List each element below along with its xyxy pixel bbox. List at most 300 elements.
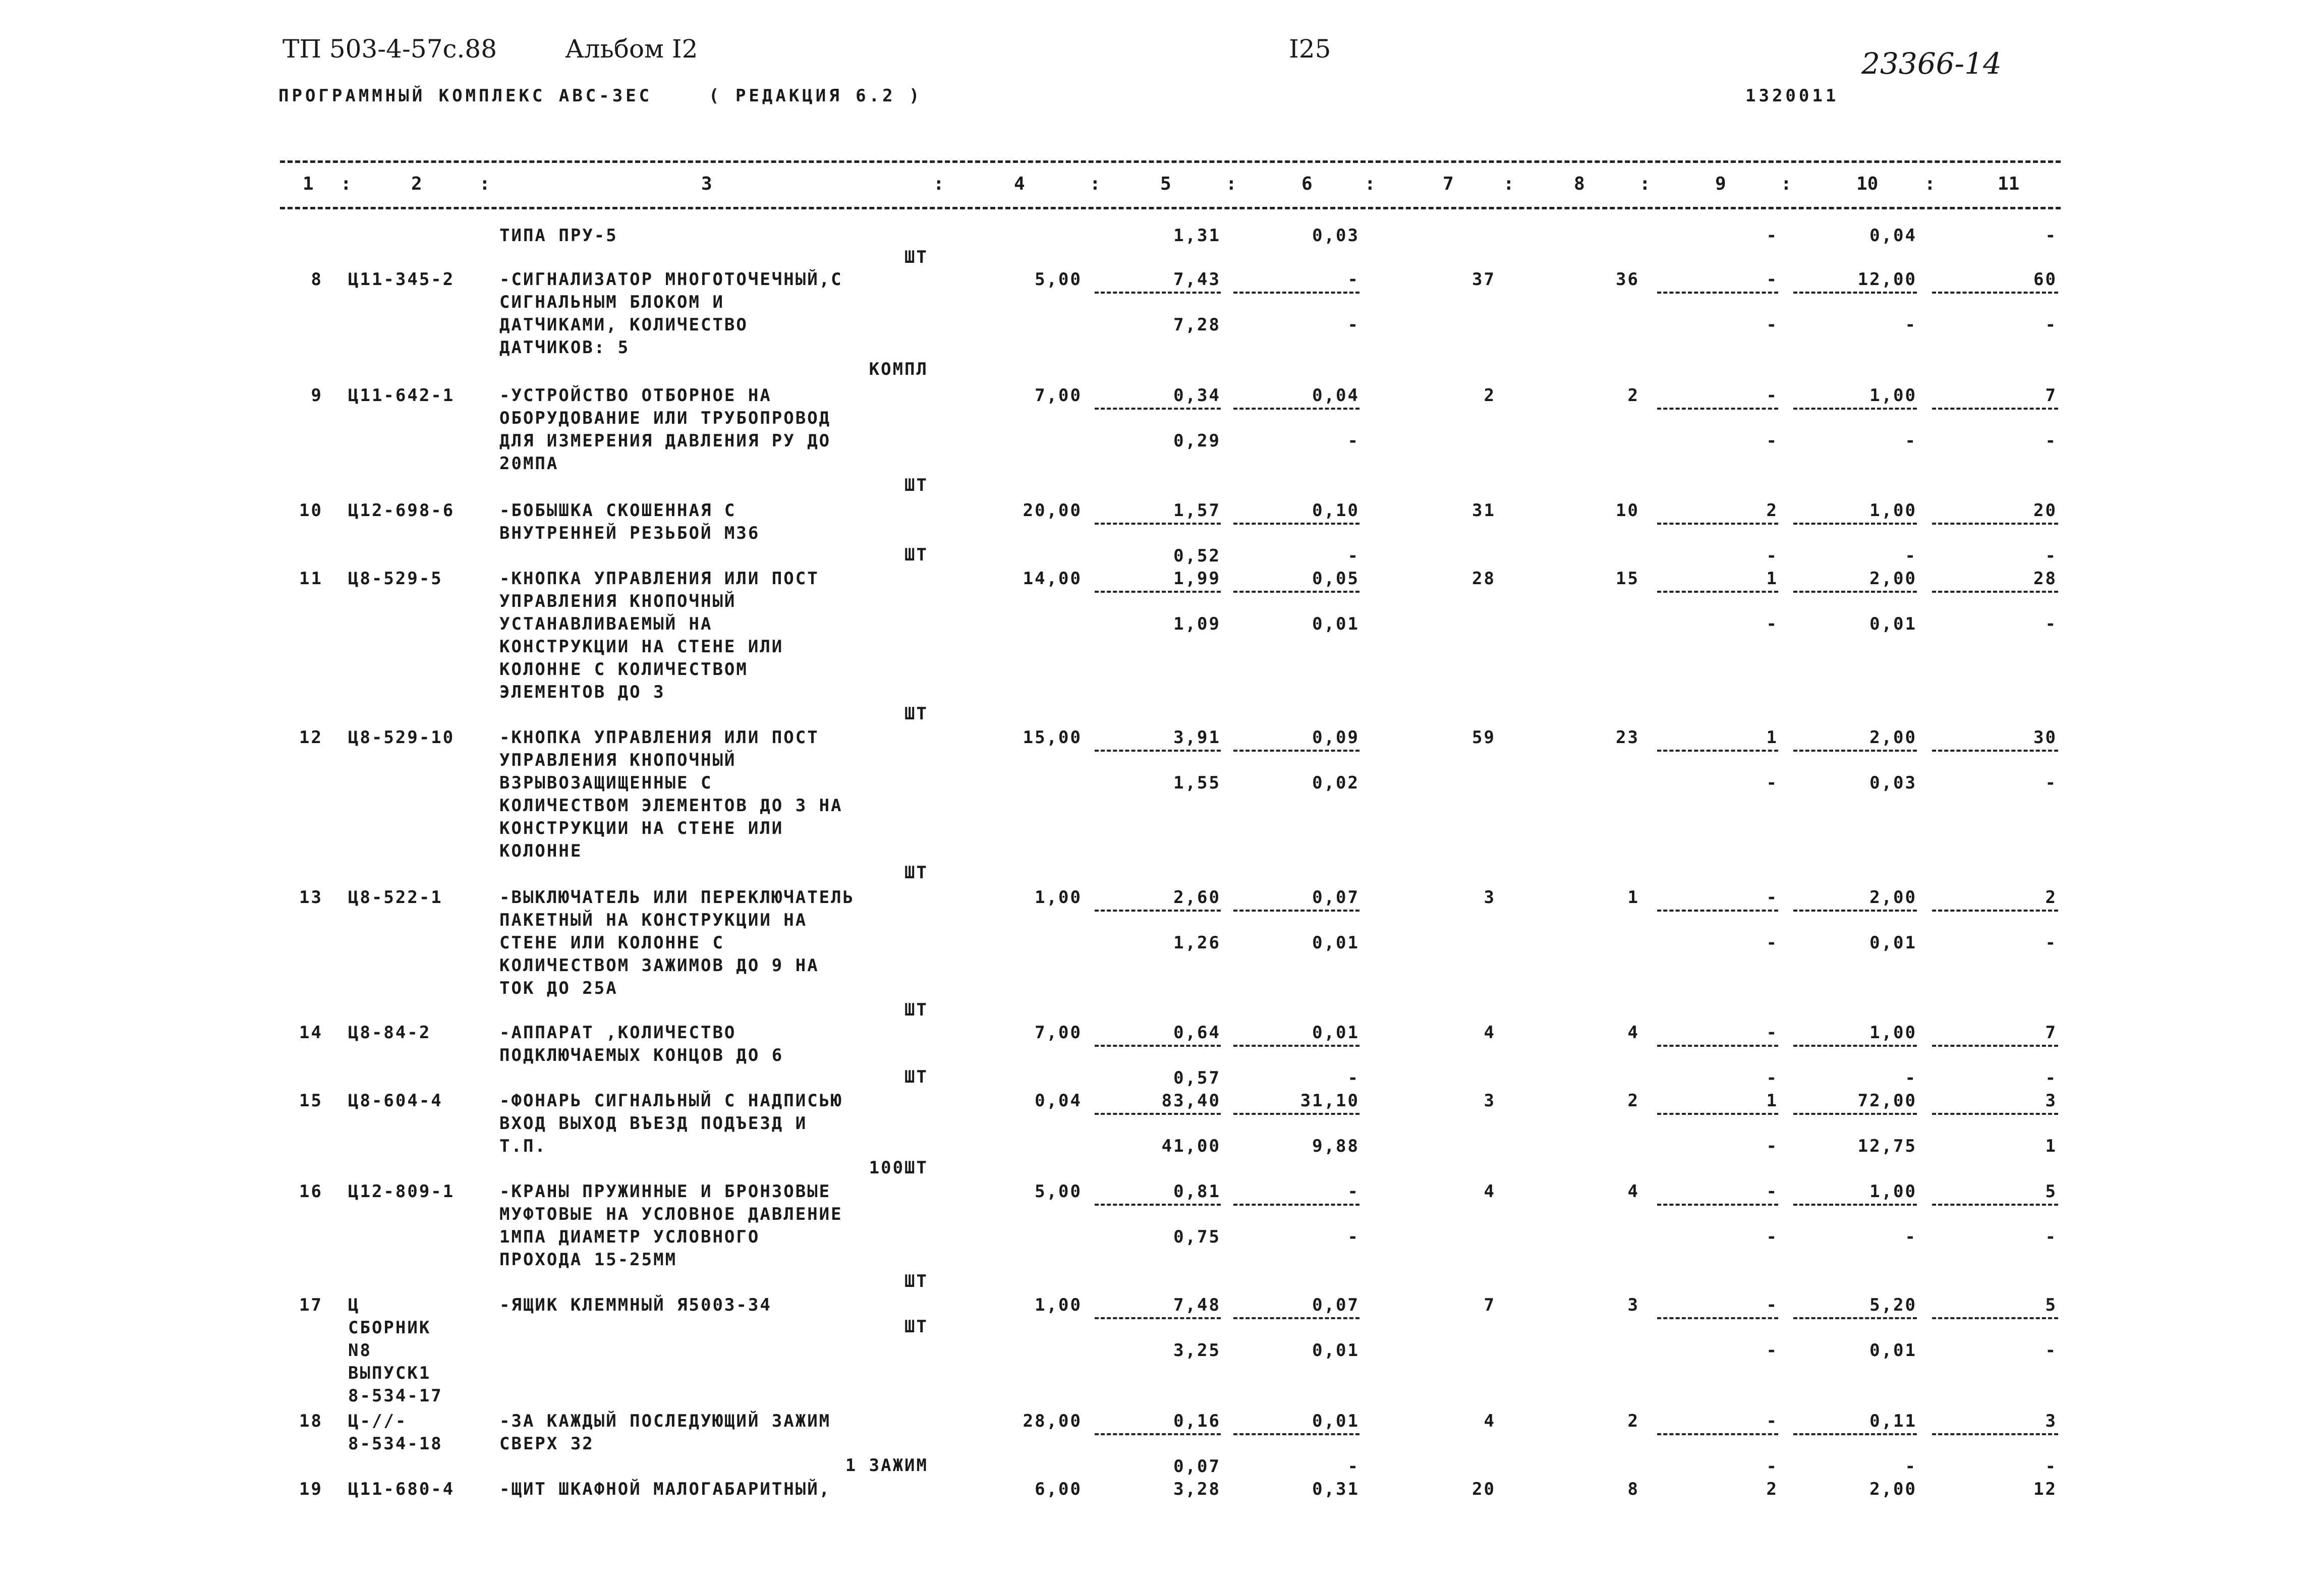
col-8-value: 2 <box>1627 1091 1639 1111</box>
cost-total: 1,31 <box>1173 225 1221 246</box>
column-separator <box>1095 523 1221 525</box>
column-separator <box>1932 591 2058 593</box>
col-8-value: 3 <box>1627 1295 1639 1315</box>
cost-machines-wages: - <box>1347 431 1359 451</box>
column-header-5: 5 <box>1160 174 1171 194</box>
work-description: -АППАРАТ ,КОЛИЧЕСТВО <box>499 1023 736 1043</box>
column-divider: : <box>1365 174 1376 194</box>
col-11-value: 7 <box>2045 1023 2057 1043</box>
col-11-value: 20 <box>2033 500 2057 521</box>
work-description: ПАКЕТНЫЙ НА КОНСТРУКЦИИ НА <box>499 910 808 930</box>
col-11-value: 3 <box>2045 1411 2057 1431</box>
col-9-value: 2 <box>1766 1479 1778 1499</box>
quantity: 20,00 <box>1023 500 1082 521</box>
column-separator <box>1233 408 1359 410</box>
unit-of-measure: ШТ <box>904 1000 928 1020</box>
row-number: 17 <box>299 1295 323 1315</box>
col-8-value: 4 <box>1627 1181 1639 1202</box>
col-11-sub-value: - <box>2045 1340 2057 1361</box>
col-10-value: 2,00 <box>1869 887 1917 908</box>
unit-of-measure: ШТ <box>904 247 928 267</box>
col-11-value: 7 <box>2045 385 2057 406</box>
unit-of-measure: ШТ <box>904 545 928 565</box>
col-9-sub-value: - <box>1766 431 1778 451</box>
col-7-value: 31 <box>1472 500 1496 521</box>
column-separator <box>1793 1204 1917 1206</box>
col-7-value: 59 <box>1472 727 1496 748</box>
column-separator <box>1095 1317 1221 1319</box>
quantity: 0,04 <box>1035 1091 1082 1111</box>
cost-machines-wages: 9,88 <box>1312 1136 1359 1156</box>
col-11-sub-value: - <box>2045 546 2057 566</box>
work-description: ВЗРЫВОЗАЩИЩЕННЫЕ С <box>499 773 713 793</box>
column-separator <box>1233 1317 1359 1319</box>
cost-total: 0,34 <box>1173 385 1221 406</box>
col-10-sub-value: 0,03 <box>1869 773 1917 793</box>
cost-total-wages: 1,55 <box>1173 773 1221 793</box>
col-10-value: 2,00 <box>1869 569 1917 589</box>
col-9-sub-value: - <box>1766 546 1778 566</box>
work-description: ПОДКЛЮЧАЕМЫХ КОНЦОВ ДО 6 <box>499 1045 784 1065</box>
column-separator <box>1657 910 1778 912</box>
col-11-sub-value: - <box>2045 614 2057 634</box>
norm-code: Ц12-809-1 <box>348 1181 455 1202</box>
work-description: ДАТЧИКОВ: 5 <box>499 337 630 358</box>
cost-total-wages: 41,00 <box>1161 1136 1221 1156</box>
column-separator <box>1793 408 1917 410</box>
column-separator <box>1233 910 1359 912</box>
col-11-value: 60 <box>2033 269 2057 290</box>
cost-machines: 0,31 <box>1312 1479 1359 1499</box>
column-separator <box>1932 910 2058 912</box>
col-7-value: 4 <box>1484 1411 1496 1431</box>
cost-machines-wages: 0,01 <box>1312 1340 1359 1361</box>
column-separator <box>1657 750 1778 752</box>
column-separator <box>1233 591 1359 593</box>
col-8-value: 4 <box>1627 1023 1639 1043</box>
quantity: 1,00 <box>1035 887 1082 908</box>
cost-machines-wages: - <box>1347 1456 1359 1477</box>
col-9-sub-value: - <box>1766 773 1778 793</box>
col-9-sub-value: - <box>1766 933 1778 953</box>
cost-total-wages: 1,26 <box>1173 933 1221 953</box>
cost-machines: 0,04 <box>1312 385 1359 406</box>
col-10-value: 1,00 <box>1869 1023 1917 1043</box>
cost-total-wages: 0,07 <box>1173 1456 1221 1477</box>
col-9-sub-value: - <box>1766 1136 1778 1156</box>
norm-code: 8-534-18 <box>348 1434 443 1454</box>
work-description: -УСТРОЙСТВО ОТБОРНОЕ НА <box>499 385 772 406</box>
work-description: -ВЫКЛЮЧАТЕЛЬ ИЛИ ПЕРЕКЛЮЧАТЕЛЬ <box>499 887 855 908</box>
work-description: УСТАНАВЛИВАЕМЫЙ НА <box>499 614 713 634</box>
cost-machines: 0,05 <box>1312 569 1359 589</box>
col-10-sub-value: 0,01 <box>1869 933 1917 953</box>
column-separator <box>1932 1113 2058 1115</box>
norm-code: Ц11-345-2 <box>348 269 455 290</box>
cost-machines-wages: 0,01 <box>1312 933 1359 953</box>
cost-total-wages: 0,75 <box>1173 1227 1221 1247</box>
col-7-value: 4 <box>1484 1181 1496 1202</box>
work-description: КОНСТРУКЦИИ НА СТЕНЕ ИЛИ <box>499 818 784 838</box>
work-description: -КРАНЫ ПРУЖИННЫЕ И БРОНЗОВЫЕ <box>499 1181 831 1202</box>
col-7-value: 3 <box>1484 1091 1496 1111</box>
col-10-sub-value: - <box>1905 546 1917 566</box>
cost-machines-wages: - <box>1347 546 1359 566</box>
column-header-8: 8 <box>1574 174 1585 194</box>
column-separator <box>1657 1433 1778 1435</box>
col-9-value: 1 <box>1766 1091 1778 1111</box>
col-8-value: 15 <box>1616 569 1639 589</box>
column-header-11: 11 <box>1998 174 2020 194</box>
norm-code: СБОРНИК <box>348 1318 431 1338</box>
col-9-value: 1 <box>1766 569 1778 589</box>
column-divider: : <box>1781 174 1792 194</box>
col-9-sub-value: - <box>1766 1340 1778 1361</box>
cost-machines-wages: 0,02 <box>1312 773 1359 793</box>
col-11-value: 12 <box>2033 1479 2057 1499</box>
work-description: ДЛЯ ИЗМЕРЕНИЯ ДАВЛЕНИЯ РУ ДО <box>499 431 831 451</box>
column-separator <box>1095 408 1221 410</box>
unit-of-measure: ШТ <box>904 1317 928 1337</box>
doc-number: 1320011 <box>1745 86 1839 106</box>
unit-of-measure: 1 ЗАЖИМ <box>845 1455 928 1476</box>
work-description: ДАТЧИКАМИ, КОЛИЧЕСТВО <box>499 315 748 335</box>
work-description: КОЛОННЕ <box>499 841 583 861</box>
norm-code: 8-534-17 <box>348 1386 443 1406</box>
column-separator <box>1095 910 1221 912</box>
norm-code: Ц8-84-2 <box>348 1023 431 1043</box>
column-separator <box>1095 1433 1221 1435</box>
col-7-value: 28 <box>1472 569 1496 589</box>
column-divider: : <box>1226 174 1237 194</box>
column-divider: : <box>1503 174 1514 194</box>
column-separator <box>1233 1433 1359 1435</box>
col-7-value: 4 <box>1484 1023 1496 1043</box>
col-11-value: 2 <box>2045 887 2057 908</box>
col-9-value: - <box>1766 887 1778 908</box>
unit-of-measure: ШТ <box>904 475 928 495</box>
column-separator <box>1233 750 1359 752</box>
cost-machines-wages: - <box>1347 315 1359 335</box>
norm-code: Ц <box>348 1295 360 1315</box>
quantity: 5,00 <box>1035 269 1082 290</box>
column-separator <box>1657 591 1778 593</box>
cost-total: 1,99 <box>1173 569 1221 589</box>
quantity: 5,00 <box>1035 1181 1082 1202</box>
cost-total: 7,48 <box>1173 1295 1221 1315</box>
norm-code: Ц8-529-10 <box>348 727 455 748</box>
column-divider: : <box>1090 174 1101 194</box>
cost-total-wages: 0,52 <box>1173 546 1221 566</box>
col-11-sub-value: - <box>2045 315 2057 335</box>
norm-code: Ц-//- <box>348 1411 408 1431</box>
quantity: 6,00 <box>1035 1479 1082 1499</box>
col-10-value: 1,00 <box>1869 385 1917 406</box>
col-8-value: 8 <box>1627 1479 1639 1499</box>
handwritten-note: 23366-14 <box>1861 46 2002 81</box>
norm-code: Ц12-698-6 <box>348 500 455 521</box>
unit-of-measure: ШТ <box>904 863 928 883</box>
cost-total: 1,57 <box>1173 500 1221 521</box>
col-10-value: 2,00 <box>1869 1479 1917 1499</box>
unit-of-measure: КОМПЛ <box>869 359 928 379</box>
row-number: 16 <box>299 1181 323 1202</box>
column-divider: : <box>933 174 944 194</box>
col-11-sub-value: - <box>2045 431 2057 451</box>
page-number: I25 <box>1289 34 1331 64</box>
program-title: ПРОГРАММНЫЙ КОМПЛЕКС АВС-ЗЕС <box>278 86 653 106</box>
header-top-rule <box>280 160 2061 163</box>
norm-code: Ц8-604-4 <box>348 1091 443 1111</box>
col-9-value: - <box>1766 225 1778 246</box>
col-8-value: 36 <box>1616 269 1639 290</box>
col-9-sub-value: - <box>1766 1068 1778 1088</box>
col-10-value: 1,00 <box>1869 500 1917 521</box>
row-number: 14 <box>299 1023 323 1043</box>
row-number: 13 <box>299 887 323 908</box>
cost-machines: - <box>1347 269 1359 290</box>
unit-of-measure: ШТ <box>904 704 928 724</box>
col-10-value: 0,11 <box>1869 1411 1917 1431</box>
col-11-value: - <box>2045 225 2057 246</box>
row-number: 15 <box>299 1091 323 1111</box>
col-10-sub-value: 0,01 <box>1869 614 1917 634</box>
norm-code: N8 <box>348 1340 372 1361</box>
cost-machines-wages: - <box>1347 1068 1359 1088</box>
cost-machines: 31,10 <box>1300 1091 1359 1111</box>
row-number: 9 <box>311 385 323 406</box>
col-8-value: 1 <box>1627 887 1639 908</box>
work-description: ВНУТРЕННЕЙ РЕЗЬБОЙ М36 <box>499 523 760 543</box>
column-separator <box>1932 1317 2058 1319</box>
work-description: 20МПА <box>499 454 559 474</box>
column-separator <box>1233 523 1359 525</box>
column-separator <box>1932 1045 2058 1047</box>
work-description: КОЛОННЕ С КОЛИЧЕСТВОМ <box>499 659 748 680</box>
col-11-sub-value: 1 <box>2045 1136 2057 1156</box>
col-11-sub-value: - <box>2045 1068 2057 1088</box>
column-separator <box>1793 1317 1917 1319</box>
work-description: МУФТОВЫЕ НА УСЛОВНОЕ ДАВЛЕНИЕ <box>499 1204 843 1224</box>
norm-code: Ц8-529-5 <box>348 569 443 589</box>
cost-machines: 0,09 <box>1312 727 1359 748</box>
col-10-sub-value: - <box>1905 315 1917 335</box>
column-separator <box>1932 523 2058 525</box>
column-separator <box>1095 1045 1221 1047</box>
column-separator <box>1932 750 2058 752</box>
col-10-value: 5,20 <box>1869 1295 1917 1315</box>
work-description: -ФОНАРЬ СИГНАЛЬНЫЙ С НАДПИСЬЮ <box>499 1091 843 1111</box>
column-separator <box>1233 292 1359 294</box>
doc-code: ТП 503-4-57с.88 <box>282 34 497 64</box>
column-separator <box>1932 1433 2058 1435</box>
column-separator <box>1657 408 1778 410</box>
col-10-value: 1,00 <box>1869 1181 1917 1202</box>
work-description: КОЛИЧЕСТВОМ ЭЛЕМЕНТОВ ДО 3 НА <box>499 796 843 816</box>
col-8-value: 2 <box>1627 1411 1639 1431</box>
col-9-value: - <box>1766 385 1778 406</box>
col-11-sub-value: - <box>2045 933 2057 953</box>
col-10-sub-value: - <box>1905 1227 1917 1247</box>
cost-total: 0,81 <box>1173 1181 1221 1202</box>
cost-total: 7,43 <box>1173 269 1221 290</box>
col-9-value: - <box>1766 1023 1778 1043</box>
col-11-value: 5 <box>2045 1181 2057 1202</box>
col-10-value: 72,00 <box>1857 1091 1917 1111</box>
cost-machines: - <box>1347 1181 1359 1202</box>
unit-of-measure: ШТ <box>904 1271 928 1291</box>
column-divider: : <box>341 174 352 194</box>
column-divider: : <box>1639 174 1651 194</box>
norm-code: Ц11-642-1 <box>348 385 455 406</box>
work-description: УПРАВЛЕНИЯ КНОПОЧНЫЙ <box>499 750 736 770</box>
column-separator <box>1793 292 1917 294</box>
row-number: 12 <box>299 727 323 748</box>
col-9-value: 2 <box>1766 500 1778 521</box>
column-divider: : <box>1924 174 1936 194</box>
work-description: КОЛИЧЕСТВОМ ЗАЖИМОВ ДО 9 НА <box>499 955 819 976</box>
header-bottom-rule <box>280 207 2061 209</box>
column-header-6: 6 <box>1301 174 1313 194</box>
quantity: 28,00 <box>1023 1411 1082 1431</box>
col-9-sub-value: - <box>1766 614 1778 634</box>
cost-total-wages: 0,57 <box>1173 1068 1221 1088</box>
cost-total-wages: 3,25 <box>1173 1340 1221 1361</box>
cost-total: 0,16 <box>1173 1411 1221 1431</box>
work-description: СВЕРХ 32 <box>499 1434 594 1454</box>
column-separator <box>1793 1113 1917 1115</box>
work-description: Т.П. <box>499 1136 547 1156</box>
unit-of-measure: ШТ <box>904 1067 928 1087</box>
col-11-value: 30 <box>2033 727 2057 748</box>
work-description: -ЗА КАЖДЫЙ ПОСЛЕДУЮЩИЙ ЗАЖИМ <box>499 1411 831 1431</box>
cost-total: 2,60 <box>1173 887 1221 908</box>
work-description: -ЩИТ ШКАФНОЙ МАЛОГАБАРИТНЫЙ, <box>499 1479 831 1499</box>
column-header-9: 9 <box>1715 174 1726 194</box>
column-separator <box>1793 1433 1917 1435</box>
quantity: 14,00 <box>1023 569 1082 589</box>
col-8-value: 2 <box>1627 385 1639 406</box>
quantity: 15,00 <box>1023 727 1082 748</box>
cost-total-wages: 0,29 <box>1173 431 1221 451</box>
column-separator <box>1233 1113 1359 1115</box>
column-separator <box>1932 292 2058 294</box>
work-description: ОБОРУДОВАНИЕ ИЛИ ТРУБОПРОВОД <box>499 408 831 428</box>
column-separator <box>1793 910 1917 912</box>
column-header-4: 4 <box>1014 174 1025 194</box>
cost-machines: 0,03 <box>1312 225 1359 246</box>
cost-total: 0,64 <box>1173 1023 1221 1043</box>
col-10-sub-value: 12,75 <box>1857 1136 1917 1156</box>
cost-machines: 0,01 <box>1312 1023 1359 1043</box>
col-9-value: - <box>1766 1181 1778 1202</box>
col-10-sub-value: - <box>1905 431 1917 451</box>
col-10-sub-value: - <box>1905 1456 1917 1477</box>
row-number: 10 <box>299 500 323 521</box>
unit-of-measure: 100ШТ <box>869 1158 928 1178</box>
col-9-sub-value: - <box>1766 1456 1778 1477</box>
column-header-7: 7 <box>1443 174 1454 194</box>
column-separator <box>1095 591 1221 593</box>
col-9-value: - <box>1766 1411 1778 1431</box>
column-separator <box>1095 750 1221 752</box>
work-description: -БОБЫШКА СКОШЕННАЯ С <box>499 500 736 521</box>
col-9-value: - <box>1766 269 1778 290</box>
work-description: -КНОПКА УПРАВЛЕНИЯ ИЛИ ПОСТ <box>499 569 819 589</box>
row-number: 18 <box>299 1411 323 1431</box>
col-11-value: 3 <box>2045 1091 2057 1111</box>
cost-total: 3,91 <box>1173 727 1221 748</box>
norm-code: Ц11-680-4 <box>348 1479 455 1499</box>
row-number: 19 <box>299 1479 323 1499</box>
column-separator <box>1657 1045 1778 1047</box>
edition-label: ( РЕДАКЦИЯ 6.2 ) <box>709 86 923 106</box>
col-8-value: 10 <box>1616 500 1639 521</box>
row-number: 8 <box>311 269 323 290</box>
column-separator <box>1095 292 1221 294</box>
work-description: 1МПА ДИАМЕТР УСЛОВНОГО <box>499 1227 760 1247</box>
column-separator <box>1095 1204 1221 1206</box>
cost-machines-wages: 0,01 <box>1312 614 1359 634</box>
col-11-value: 5 <box>2045 1295 2057 1315</box>
col-9-value: 1 <box>1766 727 1778 748</box>
cost-total: 3,28 <box>1173 1479 1221 1499</box>
row-number: 11 <box>299 569 323 589</box>
column-header-10: 10 <box>1856 174 1879 194</box>
work-description: -СИГНАЛИЗАТОР МНОГОТОЧЕЧНЫЙ,С <box>499 269 843 290</box>
column-separator <box>1793 1045 1917 1047</box>
work-description: -КНОПКА УПРАВЛЕНИЯ ИЛИ ПОСТ <box>499 727 819 748</box>
work-description: ВХОД ВЫХОД ВЪЕЗД ПОДЪЕЗД И <box>499 1113 808 1134</box>
cost-total-wages: 7,28 <box>1173 315 1221 335</box>
col-11-sub-value: - <box>2045 1227 2057 1247</box>
col-10-sub-value: 0,01 <box>1869 1340 1917 1361</box>
norm-code: Ц8-522-1 <box>348 887 443 908</box>
column-separator <box>1657 292 1778 294</box>
work-description: -ЯЩИК КЛЕММНЫЙ Я5003-34 <box>499 1295 772 1315</box>
work-description: СТЕНЕ ИЛИ КОЛОННЕ С <box>499 933 724 953</box>
quantity: 1,00 <box>1035 1295 1082 1315</box>
col-8-value: 23 <box>1616 727 1639 748</box>
column-separator <box>1793 750 1917 752</box>
column-separator <box>1657 523 1778 525</box>
col-10-value: 12,00 <box>1857 269 1917 290</box>
column-separator <box>1932 1204 2058 1206</box>
col-7-value: 7 <box>1484 1295 1496 1315</box>
column-divider: : <box>479 174 490 194</box>
column-separator <box>1793 523 1917 525</box>
column-separator <box>1657 1204 1778 1206</box>
col-7-value: 2 <box>1484 385 1496 406</box>
col-11-value: 28 <box>2033 569 2057 589</box>
work-description: УПРАВЛЕНИЯ КНОПОЧНЫЙ <box>499 591 736 611</box>
column-separator <box>1793 591 1917 593</box>
column-separator <box>1657 1317 1778 1319</box>
column-separator <box>1233 1204 1359 1206</box>
album-label: Альбом I2 <box>565 34 698 64</box>
quantity: 7,00 <box>1035 1023 1082 1043</box>
column-separator <box>1095 1113 1221 1115</box>
work-description: ТОК ДО 25А <box>499 978 618 998</box>
norm-code: ВЫПУСК1 <box>348 1363 431 1383</box>
column-separator <box>1932 408 2058 410</box>
column-separator <box>1657 1113 1778 1115</box>
column-header-2: 2 <box>411 174 422 194</box>
col-7-value: 20 <box>1472 1479 1496 1499</box>
col-9-value: - <box>1766 1295 1778 1315</box>
col-7-value: 3 <box>1484 887 1496 908</box>
col-11-sub-value: - <box>2045 1456 2057 1477</box>
